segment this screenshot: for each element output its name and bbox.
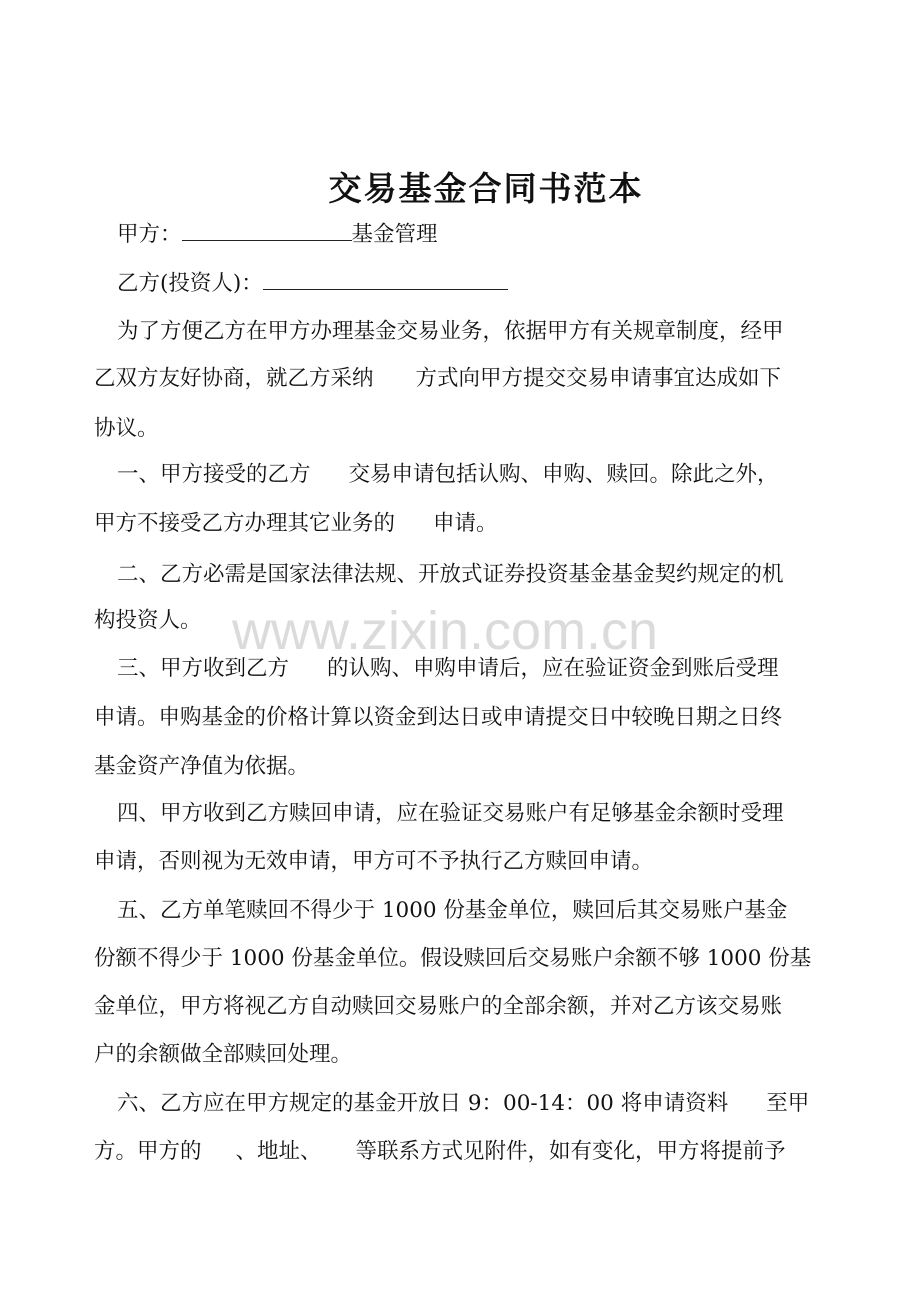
clause-6-line-1 (117, 1088, 809, 1120)
clause-5-line-4: 户的余额做全部赎回处理。 (94, 1042, 353, 1067)
clause-5-line-1: 五、乙方单笔赎回不得少于 1000 份基金单位，赎回后其交易账户基金 (117, 898, 788, 923)
watermark-text: www.zixin.com.cn (232, 601, 659, 661)
intro-line-2 (94, 363, 781, 395)
clause-1-line-2 (94, 508, 498, 540)
party-b-label: 乙方(投资人)： (117, 271, 263, 296)
party-b-line (117, 268, 508, 300)
clause-2-line-2: 构投资人。 (94, 608, 202, 633)
clause-1-line-1b: 交易申请包括认购、申购、赎回。除此之外， (348, 462, 779, 487)
clause-1-line-2a: 甲方不接受乙方办理其它业务的 (94, 511, 396, 536)
document-title: 交易基金合同书范本 (328, 169, 644, 208)
clause-1-line-1 (117, 459, 779, 491)
clause-6-line-2b: 、地址、 (235, 1139, 322, 1164)
clause-5-line-2: 份额不得少于 1000 份基金单位。假设赎回后交易账户余额不够 1000 份基 (94, 946, 812, 971)
clause-4-line-1: 四、甲方收到乙方赎回申请，应在验证交易账户有足够基金余额时受理 (117, 801, 784, 826)
clause-3-line-1b: 的认购、申购申请后，应在验证资金到账后受理 (327, 656, 779, 681)
clause-5-line-3: 金单位，甲方将视乙方自动赎回交易账户的全部余额，并对乙方该交易账 (94, 994, 783, 1019)
clause-3-line-1a: 三、甲方收到乙方 (117, 656, 290, 681)
party-a-suffix: 基金管理 (351, 222, 438, 247)
clause-4-line-2: 申请，否则视为无效申请，甲方可不予执行乙方赎回申请。 (94, 849, 654, 874)
clause-1-line-1a: 一、甲方接受的乙方 (117, 462, 311, 487)
clause-6-line-1a: 六、乙方应在甲方规定的基金开放日 9：00-14：00 将申请资料 (117, 1091, 729, 1116)
clause-6-line-2c: 等联系方式见附件，如有变化，甲方将提前予 (355, 1139, 786, 1164)
clause-1-line-2b: 申请。 (433, 511, 498, 536)
clause-3-line-1 (117, 653, 779, 685)
party-a-label: 甲方： (117, 222, 182, 247)
clause-6-line-2a: 方。甲方的 (94, 1139, 202, 1164)
clause-6-line-1b: 至甲 (766, 1091, 810, 1116)
party-a-line (117, 219, 438, 251)
intro-line-3: 协议。 (94, 416, 159, 441)
clause-2-line-1: 二、乙方必需是国家法律法规、开放式证券投资基金基金契约规定的机 (117, 562, 784, 587)
intro-line-2a: 乙双方友好协商，就乙方采纳 (94, 366, 374, 391)
clause-6-line-2 (94, 1136, 786, 1168)
intro-line-1: 为了方便乙方在甲方办理基金交易业务，依据甲方有关规章制度，经甲 (117, 319, 784, 344)
clause-3-line-3: 基金资产净值为依据。 (94, 754, 310, 779)
clause-3-line-2: 申请。申购基金的价格计算以资金到达日或申请提交日中较晚日期之日终 (94, 705, 783, 730)
intro-line-2b: 方式向甲方提交交易申请事宜达成如下 (415, 366, 782, 391)
party-a-blank (182, 220, 352, 241)
party-b-blank (263, 269, 508, 290)
